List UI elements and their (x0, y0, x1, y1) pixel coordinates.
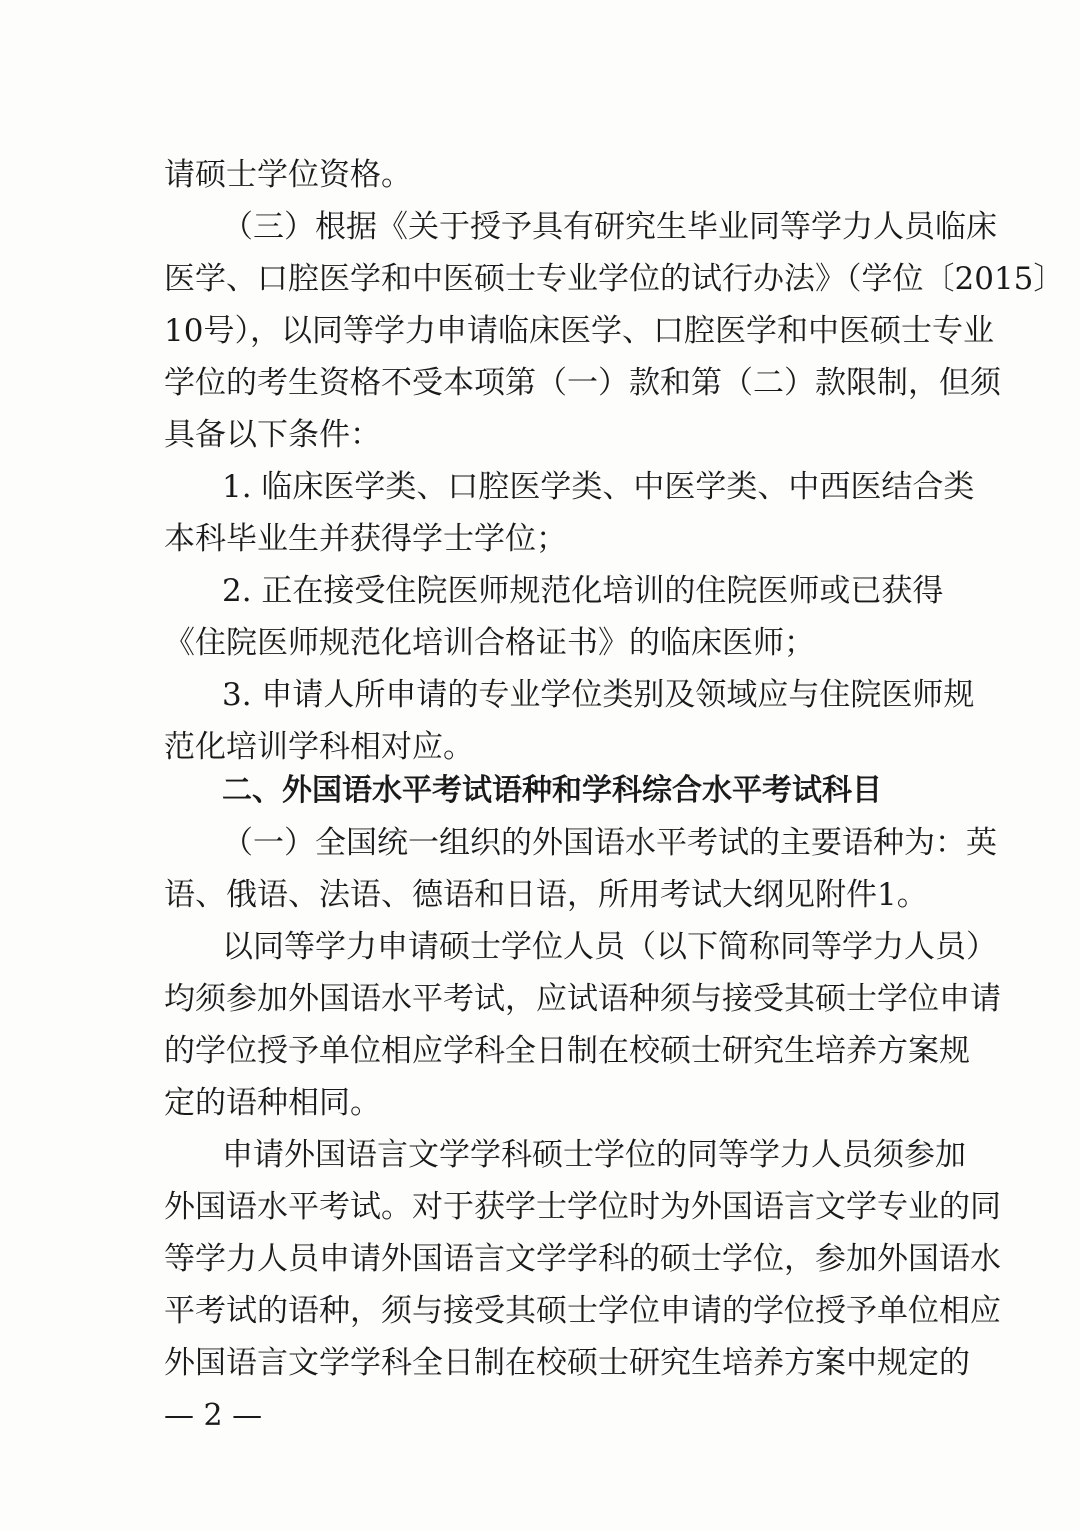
list-item-line: 《住院医师规范化培训合格证书》的临床医师； (164, 625, 815, 661)
paragraph-line: （一）全国统一组织的外国语水平考试的主要语种为：英 (222, 825, 997, 861)
paragraph-line: 的学位授予单位相应学科全日制在校硕士研究生培养方案规 (164, 1033, 970, 1069)
paragraph-line: 具备以下条件： (164, 417, 381, 453)
paragraph-line: 申请外国语言文学学科硕士学位的同等学力人员须参加 (222, 1137, 966, 1173)
list-item-line: 本科毕业生并获得学士学位； (164, 521, 567, 557)
paragraph-line: 请硕士学位资格。 (164, 157, 412, 193)
section-heading: 二、外国语水平考试语种和学科综合水平考试科目 (222, 773, 882, 808)
paragraph-line: 外国语水平考试。对于获学士学位时为外国语言文学专业的同 (164, 1189, 1001, 1225)
list-item-line: 1. 临床医学类、口腔医学类、中医学类、中西医结合类 (222, 469, 975, 505)
paragraph-line: 外国语言文学学科全日制在校硕士研究生培养方案中规定的 (164, 1345, 970, 1381)
page-number: — 2 — (164, 1398, 263, 1433)
paragraph-line: 等学力人员申请外国语言文学学科的硕士学位，参加外国语水 (164, 1241, 1001, 1277)
paragraph-line: （三）根据《关于授予具有研究生毕业同等学力人员临床 (222, 209, 997, 245)
paragraph-line: 学位的考生资格不受本项第（一）款和第（二）款限制，但须 (164, 365, 1001, 401)
list-item-line: 2. 正在接受住院医师规范化培训的住院医师或已获得 (222, 573, 944, 609)
paragraph-line: 均须参加外国语水平考试，应试语种须与接受其硕士学位申请 (164, 981, 1001, 1017)
paragraph-line: 以同等学力申请硕士学位人员（以下简称同等学力人员） (222, 929, 997, 965)
list-item-line: 3. 申请人所申请的专业学位类别及领域应与住院医师规 (222, 677, 975, 713)
paragraph-line: 10号），以同等学力申请临床医学、口腔医学和中医硕士专业 (164, 313, 994, 349)
paragraph-line: 定的语种相同。 (164, 1085, 381, 1121)
list-item-line: 范化培训学科相对应。 (164, 729, 474, 765)
paragraph-line: 医学、口腔医学和中医硕士专业学位的试行办法》（学位〔2015〕 (164, 261, 1065, 297)
paragraph-line: 平考试的语种，须与接受其硕士学位申请的学位授予单位相应 (164, 1293, 1001, 1329)
paragraph-line: 语、俄语、法语、德语和日语，所用考试大纲见附件1。 (164, 877, 928, 913)
